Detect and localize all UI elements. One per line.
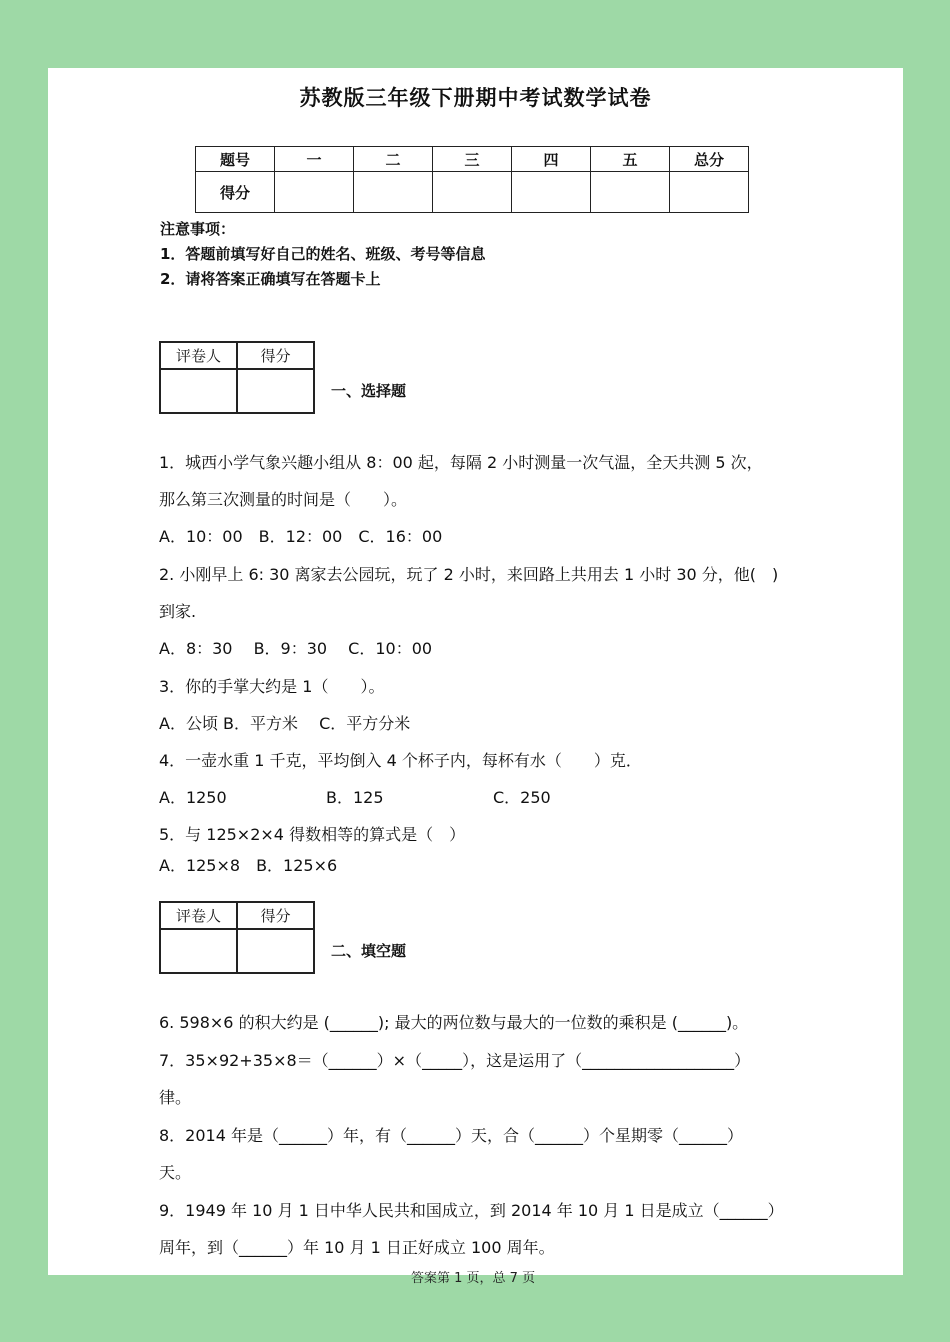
question-line: 那么第三次测量的时间是（ ）。 bbox=[159, 490, 408, 509]
section-title: 二、填空题 bbox=[331, 942, 407, 960]
score-cell bbox=[591, 172, 670, 213]
grader-score-label: 得分 bbox=[237, 342, 314, 369]
option-a: A．1250 bbox=[159, 788, 227, 807]
option-c: C．250 bbox=[493, 788, 551, 807]
question-line: 天。 bbox=[159, 1163, 192, 1182]
question-line: 律。 bbox=[159, 1088, 192, 1107]
score-table bbox=[195, 146, 749, 213]
note-item: 1．答题前填写好自己的姓名、班级、考号等信息 bbox=[160, 245, 486, 263]
score-cell bbox=[275, 172, 354, 213]
grader-box bbox=[159, 341, 315, 414]
score-header-cell: 五 bbox=[591, 147, 670, 172]
score-header-cell: 四 bbox=[512, 147, 591, 172]
score-header-cell: 一 bbox=[275, 147, 354, 172]
grader-cell bbox=[237, 929, 314, 973]
question-line: 3．你的手掌大约是 1（ ）。 bbox=[159, 677, 385, 696]
score-cell bbox=[354, 172, 433, 213]
question-line: 5．与 125×2×4 得数相等的算式是（ ） bbox=[159, 825, 466, 844]
score-row-label: 得分 bbox=[196, 172, 275, 213]
question-line: 周年，到（______）年 10 月 1 日正好成立 100 周年。 bbox=[159, 1238, 555, 1257]
grader-cell bbox=[160, 369, 237, 413]
page-title: 苏教版三年级下册期中考试数学试卷 bbox=[299, 86, 652, 110]
option-line: A．125×8 B．125×6 bbox=[159, 856, 338, 875]
grader-label: 评卷人 bbox=[160, 342, 237, 369]
score-header-cell: 三 bbox=[433, 147, 512, 172]
grader-label: 评卷人 bbox=[160, 902, 237, 929]
option-line: A．公顷 B．平方米 C．平方分米 bbox=[159, 714, 411, 733]
question-line: 到家. bbox=[159, 602, 197, 621]
page-footer: 答案第 1 页，总 7 页 bbox=[411, 1271, 536, 1286]
grader-cell bbox=[237, 369, 314, 413]
question-line: 4．一壶水重 1 千克，平均倒入 4 个杯子内，每杯有水（ ）克． bbox=[159, 751, 642, 770]
notes-heading: 注意事项： bbox=[160, 220, 236, 238]
question-line: 8．2014 年是（______）年，有（______）天，合（______）个星期零（______） bbox=[159, 1126, 743, 1145]
question-line: 6. 598×6 的积大约是 (______); 最大的两位数与最大的一位数的乘积是 (______)。 bbox=[159, 1013, 749, 1032]
option-b: B．125 bbox=[326, 788, 384, 807]
note-item: 2．请将答案正确填写在答题卡上 bbox=[160, 270, 381, 288]
question-line: 7．35×92+35×8＝（______）×（_____），这是运用了（___________________） bbox=[159, 1051, 751, 1070]
grader-score-label: 得分 bbox=[237, 902, 314, 929]
score-cell bbox=[670, 172, 749, 213]
score-header-cell: 题号 bbox=[196, 147, 275, 172]
question-line: 9．1949 年 10 月 1 日中华人民共和国成立，到 2014 年 10 月 1 日是成立（______） bbox=[159, 1201, 784, 1220]
question-line: 2. 小刚早上 6: 30 离家去公园玩，玩了 2 小时，来回路上共用去 1 小时 30 分，他( ) bbox=[159, 565, 779, 584]
score-cell bbox=[512, 172, 591, 213]
score-header-cell: 二 bbox=[354, 147, 433, 172]
score-header-cell: 总分 bbox=[670, 147, 749, 172]
grader-box bbox=[159, 901, 315, 974]
option-line: A．8：30 B．9：30 C．10：00 bbox=[159, 639, 433, 658]
grader-cell bbox=[160, 929, 237, 973]
option-line: A．10：00 B．12：00 C．16：00 bbox=[159, 527, 443, 546]
section-title: 一、选择题 bbox=[331, 382, 407, 400]
question-line: 1．城西小学气象兴趣小组从 8：00 起，每隔 2 小时测量一次气温，全天共测 5 次， bbox=[159, 453, 763, 472]
score-cell bbox=[433, 172, 512, 213]
exam-sheet bbox=[48, 68, 903, 1286]
